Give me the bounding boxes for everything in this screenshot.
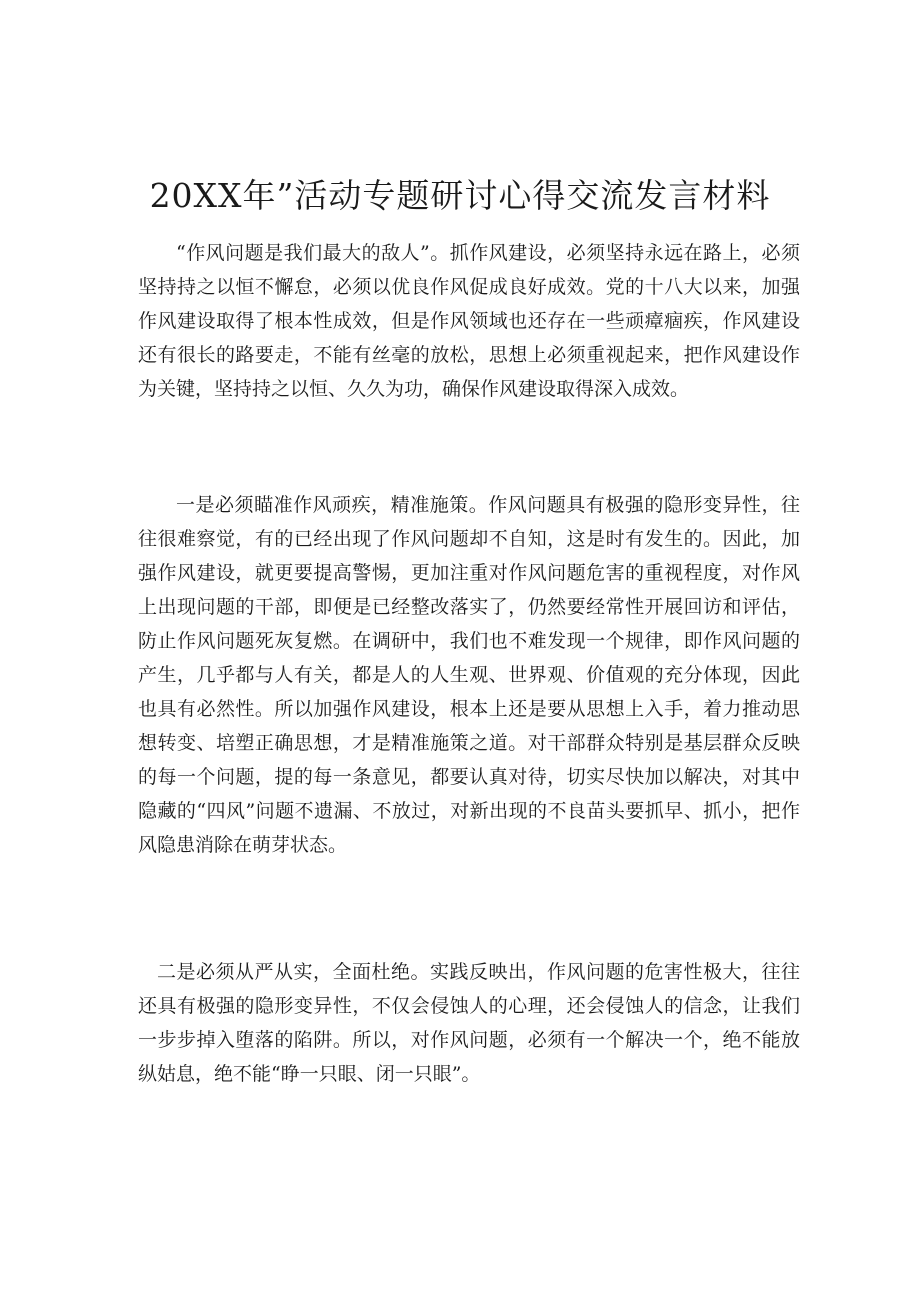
paragraph-intro: “作风问题是我们最大的敌人”。抓作风建设，必须坚持永远在路上，必须坚持持之以恒不懈怠，必须以优良作风促成良好成效。党的十八大以来，加强作风建设取得了根本性成效，但是作风领域也还存在一些顽瘴痼疾，作风建设还有很长的路要走，不能有丝毫的放松，思想上必须重视起来，把作风建设作为关键，坚持持之以恒、久久为功，确保作风建设取得深入成效。: [138, 242, 800, 400]
paragraph-point-one: 一是必须瞄准作风顽疾，精准施策。作风问题具有极强的隐形变异性，往往很难察觉，有的已经出现了作风问题却不自知，这是时有发生的。因此，加强作风建设，就更要提高警惕，更加注重对作风问题危害的重视程度，对作风上出现问题的干部，即便是已经整改落实了，仍然要经常性开展回访和评估，防止作风问题死灰复燃。在调研中，我们也不难发现一个规律，即作风问题的产生，几乎都与人有关，都是人的人生观、世界观、价值观的充分体现，因此也具有必然性。所以加强作风建设，根本上还是要从思想上入手，着力推动思想转变、培塑正确思想，才是精准施策之道。对干部群众特别是基层群众反映的每一个问题，提的每一条意见，都要认真对待，切实尽快加以解决，对其中隐藏的“四风”问题不遗漏、不放过，对新出现的不良苗头要抓早、抓小，把作风隐患消除在萌芽状态。: [138, 494, 800, 856]
paragraph-point-two: 二是必须从严从实，全面杜绝。实践反映出，作风问题的危害性极大，往往还具有极强的隐形变异性，不仅会侵蚀人的心理，还会侵蚀人的信念，让我们一步步掉入堕落的陷阱。所以，对作风问题，必须有一个解决一个，绝不能放纵姑息，绝不能“睁一只眼、闭一只眼”。: [138, 961, 800, 1085]
document-title: 20XX年”活动专题研讨心得交流发言材料: [149, 176, 771, 215]
